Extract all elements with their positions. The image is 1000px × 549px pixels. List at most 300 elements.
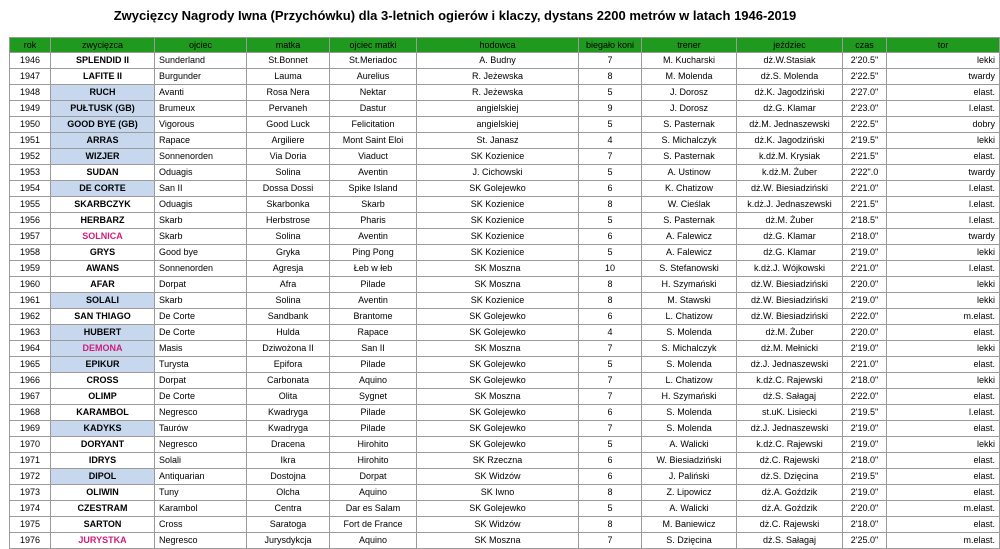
cell-trener[interactable]: J. Dorosz	[642, 85, 737, 101]
cell-zwyciezca[interactable]: DEMONA	[51, 341, 155, 357]
cell-tor[interactable]: elast.	[887, 421, 1000, 437]
cell-zwyciezca[interactable]: JURYSTKA	[51, 533, 155, 549]
cell-trener[interactable]: H. Szymański	[642, 277, 737, 293]
cell-biegalo-koni[interactable]: 5	[579, 437, 642, 453]
cell-czas[interactable]: 2'21.0"	[843, 357, 887, 373]
cell-zwyciezca[interactable]: DE CORTE	[51, 181, 155, 197]
cell-zwyciezca[interactable]: SARTON	[51, 517, 155, 533]
cell-czas[interactable]: 2'18.0"	[843, 453, 887, 469]
cell-trener[interactable]: A. Falewicz	[642, 229, 737, 245]
cell-tor[interactable]: m.elast.	[887, 501, 1000, 517]
cell-hodowca[interactable]: SK Moszna	[417, 277, 579, 293]
header-biegalo-koni[interactable]: biegało koni	[579, 38, 642, 53]
cell-rok[interactable]: 1958	[10, 245, 51, 261]
cell-ojciec-matki[interactable]: Dastur	[330, 101, 417, 117]
cell-trener[interactable]: L. Chatizow	[642, 373, 737, 389]
cell-ojciec[interactable]: Negresco	[155, 533, 247, 549]
cell-jezdziec[interactable]: dż.C. Rajewski	[737, 517, 843, 533]
cell-matka[interactable]: Kwadryga	[247, 405, 330, 421]
cell-rok[interactable]: 1960	[10, 277, 51, 293]
cell-rok[interactable]: 1957	[10, 229, 51, 245]
cell-biegalo-koni[interactable]: 5	[579, 117, 642, 133]
cell-jezdziec[interactable]: k.dż.M. Krysiak	[737, 149, 843, 165]
cell-czas[interactable]: 2'22.0"	[843, 389, 887, 405]
cell-biegalo-koni[interactable]: 8	[579, 69, 642, 85]
cell-ojciec[interactable]: Sunderland	[155, 53, 247, 69]
cell-hodowca[interactable]: SK Moszna	[417, 261, 579, 277]
cell-trener[interactable]: A. Falewicz	[642, 245, 737, 261]
cell-czas[interactable]: 2'19.5"	[843, 469, 887, 485]
cell-ojciec-matki[interactable]: Mont Saint Eloi	[330, 133, 417, 149]
cell-ojciec[interactable]: Oduagis	[155, 197, 247, 213]
cell-hodowca[interactable]: SK Widzów	[417, 469, 579, 485]
cell-jezdziec[interactable]: dż.G. Klamar	[737, 101, 843, 117]
cell-zwyciezca[interactable]: SKARBCZYK	[51, 197, 155, 213]
cell-ojciec-matki[interactable]: Dorpat	[330, 469, 417, 485]
cell-ojciec[interactable]: Negresco	[155, 405, 247, 421]
cell-ojciec[interactable]: Tuny	[155, 485, 247, 501]
cell-zwyciezca[interactable]: PUŁTUSK (GB)	[51, 101, 155, 117]
cell-czas[interactable]: 2'27.0"	[843, 85, 887, 101]
cell-czas[interactable]: 2'23.0"	[843, 101, 887, 117]
cell-rok[interactable]: 1972	[10, 469, 51, 485]
cell-ojciec[interactable]: Skarb	[155, 293, 247, 309]
cell-biegalo-koni[interactable]: 7	[579, 389, 642, 405]
cell-biegalo-koni[interactable]: 6	[579, 405, 642, 421]
cell-jezdziec[interactable]: dż.W. Biesiadziński	[737, 181, 843, 197]
cell-ojciec-matki[interactable]: Sygnet	[330, 389, 417, 405]
cell-hodowca[interactable]: SK Kozienice	[417, 229, 579, 245]
cell-tor[interactable]: lekki	[887, 53, 1000, 69]
cell-biegalo-koni[interactable]: 4	[579, 133, 642, 149]
cell-czas[interactable]: 2'20.0"	[843, 325, 887, 341]
cell-ojciec-matki[interactable]: Dar es Salam	[330, 501, 417, 517]
cell-jezdziec[interactable]: dż.K. Jagodziński	[737, 85, 843, 101]
cell-matka[interactable]: Dostojna	[247, 469, 330, 485]
cell-ojciec-matki[interactable]: Spike Island	[330, 181, 417, 197]
cell-jezdziec[interactable]: dż.A. Goździk	[737, 501, 843, 517]
cell-tor[interactable]: elast.	[887, 389, 1000, 405]
cell-ojciec-matki[interactable]: Aurelius	[330, 69, 417, 85]
cell-rok[interactable]: 1947	[10, 69, 51, 85]
header-ojciec[interactable]: ojciec	[155, 38, 247, 53]
cell-tor[interactable]: lekki	[887, 437, 1000, 453]
cell-biegalo-koni[interactable]: 5	[579, 357, 642, 373]
cell-hodowca[interactable]: SK Kozienice	[417, 293, 579, 309]
cell-trener[interactable]: S. Pasternak	[642, 117, 737, 133]
cell-czas[interactable]: 2'22".0	[843, 165, 887, 181]
cell-zwyciezca[interactable]: SOLALI	[51, 293, 155, 309]
cell-rok[interactable]: 1953	[10, 165, 51, 181]
cell-trener[interactable]: S. Molenda	[642, 421, 737, 437]
cell-czas[interactable]: 2'21.0"	[843, 261, 887, 277]
header-matka[interactable]: matka	[247, 38, 330, 53]
cell-tor[interactable]: dobry	[887, 117, 1000, 133]
cell-trener[interactable]: S. Molenda	[642, 357, 737, 373]
cell-czas[interactable]: 2'19.5"	[843, 133, 887, 149]
cell-ojciec-matki[interactable]: Łeb w łeb	[330, 261, 417, 277]
cell-jezdziec[interactable]: dż.S. Dzięcina	[737, 469, 843, 485]
cell-biegalo-koni[interactable]: 6	[579, 309, 642, 325]
cell-rok[interactable]: 1946	[10, 53, 51, 69]
cell-matka[interactable]: Argiliere	[247, 133, 330, 149]
cell-rok[interactable]: 1964	[10, 341, 51, 357]
cell-biegalo-koni[interactable]: 7	[579, 373, 642, 389]
cell-rok[interactable]: 1971	[10, 453, 51, 469]
cell-biegalo-koni[interactable]: 8	[579, 277, 642, 293]
cell-jezdziec[interactable]: dż.M. Mełnicki	[737, 341, 843, 357]
cell-zwyciezca[interactable]: GOOD BYE (GB)	[51, 117, 155, 133]
cell-czas[interactable]: 2'19.0"	[843, 485, 887, 501]
cell-rok[interactable]: 1976	[10, 533, 51, 549]
cell-matka[interactable]: Jurysdykcja	[247, 533, 330, 549]
cell-biegalo-koni[interactable]: 5	[579, 501, 642, 517]
cell-czas[interactable]: 2'18.5"	[843, 213, 887, 229]
cell-jezdziec[interactable]: dż.A. Goździk	[737, 485, 843, 501]
cell-tor[interactable]: twardy	[887, 165, 1000, 181]
cell-ojciec[interactable]: Dorpat	[155, 277, 247, 293]
cell-ojciec-matki[interactable]: Pilade	[330, 357, 417, 373]
cell-jezdziec[interactable]: dż.M. Jednaszewski	[737, 117, 843, 133]
cell-ojciec-matki[interactable]: Aventin	[330, 229, 417, 245]
cell-trener[interactable]: S. Michalczyk	[642, 341, 737, 357]
cell-trener[interactable]: A. Walicki	[642, 501, 737, 517]
cell-tor[interactable]: elast.	[887, 357, 1000, 373]
cell-ojciec[interactable]: Brumeux	[155, 101, 247, 117]
cell-tor[interactable]: m.elast.	[887, 309, 1000, 325]
cell-biegalo-koni[interactable]: 8	[579, 293, 642, 309]
header-zwyciezca[interactable]: zwycięzca	[51, 38, 155, 53]
cell-jezdziec[interactable]: k.dż.C. Rajewski	[737, 373, 843, 389]
cell-ojciec-matki[interactable]: Skarb	[330, 197, 417, 213]
cell-ojciec-matki[interactable]: Hirohito	[330, 437, 417, 453]
cell-rok[interactable]: 1963	[10, 325, 51, 341]
cell-matka[interactable]: Kwadryga	[247, 421, 330, 437]
cell-ojciec-matki[interactable]: Rapace	[330, 325, 417, 341]
cell-hodowca[interactable]: SK Kozienice	[417, 245, 579, 261]
cell-czas[interactable]: 2'25.0"	[843, 533, 887, 549]
cell-ojciec-matki[interactable]: Pilade	[330, 421, 417, 437]
cell-biegalo-koni[interactable]: 7	[579, 149, 642, 165]
cell-ojciec[interactable]: Skarb	[155, 229, 247, 245]
cell-czas[interactable]: 2'20.5"	[843, 53, 887, 69]
cell-ojciec[interactable]: Rapace	[155, 133, 247, 149]
cell-rok[interactable]: 1974	[10, 501, 51, 517]
cell-biegalo-koni[interactable]: 8	[579, 485, 642, 501]
cell-zwyciezca[interactable]: DORYANT	[51, 437, 155, 453]
cell-ojciec[interactable]: Turysta	[155, 357, 247, 373]
cell-rok[interactable]: 1968	[10, 405, 51, 421]
cell-trener[interactable]: J. Paliński	[642, 469, 737, 485]
cell-rok[interactable]: 1950	[10, 117, 51, 133]
cell-hodowca[interactable]: SK Rzeczna	[417, 453, 579, 469]
cell-ojciec[interactable]: Dorpat	[155, 373, 247, 389]
cell-zwyciezca[interactable]: WIZJER	[51, 149, 155, 165]
cell-matka[interactable]: Agresja	[247, 261, 330, 277]
cell-rok[interactable]: 1952	[10, 149, 51, 165]
cell-biegalo-koni[interactable]: 5	[579, 245, 642, 261]
cell-matka[interactable]: Saratoga	[247, 517, 330, 533]
cell-biegalo-koni[interactable]: 7	[579, 341, 642, 357]
cell-trener[interactable]: W. Biesiadziński	[642, 453, 737, 469]
cell-matka[interactable]: Herbstrose	[247, 213, 330, 229]
cell-zwyciezca[interactable]: KADYKS	[51, 421, 155, 437]
cell-rok[interactable]: 1966	[10, 373, 51, 389]
cell-czas[interactable]: 2'22.0"	[843, 309, 887, 325]
cell-rok[interactable]: 1961	[10, 293, 51, 309]
cell-ojciec[interactable]: Solali	[155, 453, 247, 469]
cell-tor[interactable]: m.elast.	[887, 533, 1000, 549]
cell-matka[interactable]: Rosa Nera	[247, 85, 330, 101]
cell-tor[interactable]: elast.	[887, 469, 1000, 485]
cell-ojciec-matki[interactable]: Pilade	[330, 405, 417, 421]
cell-trener[interactable]: S. Molenda	[642, 325, 737, 341]
cell-ojciec-matki[interactable]: Aquino	[330, 373, 417, 389]
cell-ojciec-matki[interactable]: Aquino	[330, 533, 417, 549]
cell-trener[interactable]: L. Chatizow	[642, 309, 737, 325]
header-trener[interactable]: trener	[642, 38, 737, 53]
cell-rok[interactable]: 1969	[10, 421, 51, 437]
cell-ojciec-matki[interactable]: Aquino	[330, 485, 417, 501]
cell-hodowca[interactable]: SK Golejewko	[417, 357, 579, 373]
cell-biegalo-koni[interactable]: 8	[579, 197, 642, 213]
cell-tor[interactable]: l.elast.	[887, 101, 1000, 117]
cell-jezdziec[interactable]: dż.M. Żuber	[737, 325, 843, 341]
cell-zwyciezca[interactable]: DIPOL	[51, 469, 155, 485]
cell-zwyciezca[interactable]: SOLNICA	[51, 229, 155, 245]
cell-ojciec[interactable]: Negresco	[155, 437, 247, 453]
cell-czas[interactable]: 2'21.5"	[843, 149, 887, 165]
cell-zwyciezca[interactable]: EPIKUR	[51, 357, 155, 373]
cell-tor[interactable]: lekki	[887, 293, 1000, 309]
cell-trener[interactable]: M. Molenda	[642, 69, 737, 85]
cell-hodowca[interactable]: SK Golejewko	[417, 421, 579, 437]
cell-tor[interactable]: l.elast.	[887, 181, 1000, 197]
cell-zwyciezca[interactable]: HERBARZ	[51, 213, 155, 229]
cell-jezdziec[interactable]: dż.W. Biesiadziński	[737, 277, 843, 293]
cell-matka[interactable]: Skarbonka	[247, 197, 330, 213]
cell-trener[interactable]: A. Ustinow	[642, 165, 737, 181]
cell-matka[interactable]: St.Bonnet	[247, 53, 330, 69]
cell-jezdziec[interactable]: dż.W.Stasiak	[737, 53, 843, 69]
cell-tor[interactable]: l.elast.	[887, 197, 1000, 213]
cell-hodowca[interactable]: SK Widzów	[417, 517, 579, 533]
cell-ojciec[interactable]: De Corte	[155, 325, 247, 341]
cell-ojciec[interactable]: Antiquarian	[155, 469, 247, 485]
cell-czas[interactable]: 2'18.0"	[843, 229, 887, 245]
cell-jezdziec[interactable]: dż.G. Klamar	[737, 229, 843, 245]
cell-jezdziec[interactable]: k.dż.J. Jednaszewski	[737, 197, 843, 213]
cell-jezdziec[interactable]: dż.W. Biesiadziński	[737, 309, 843, 325]
cell-jezdziec[interactable]: dż.S. Sałagaj	[737, 389, 843, 405]
cell-ojciec[interactable]: Avanti	[155, 85, 247, 101]
cell-rok[interactable]: 1955	[10, 197, 51, 213]
cell-tor[interactable]: elast.	[887, 325, 1000, 341]
cell-hodowca[interactable]: SK Golejewko	[417, 437, 579, 453]
cell-biegalo-koni[interactable]: 5	[579, 85, 642, 101]
cell-matka[interactable]: Via Doria	[247, 149, 330, 165]
cell-jezdziec[interactable]: dż.W. Biesiadziński	[737, 293, 843, 309]
cell-czas[interactable]: 2'20.0"	[843, 277, 887, 293]
cell-hodowca[interactable]: SK Golejewko	[417, 325, 579, 341]
cell-jezdziec[interactable]: k.dż.J. Wójkowski	[737, 261, 843, 277]
cell-czas[interactable]: 2'21.0"	[843, 181, 887, 197]
cell-matka[interactable]: Hulda	[247, 325, 330, 341]
cell-ojciec[interactable]: Masis	[155, 341, 247, 357]
cell-tor[interactable]: lekki	[887, 133, 1000, 149]
cell-ojciec[interactable]: De Corte	[155, 389, 247, 405]
header-hodowca[interactable]: hodowca	[417, 38, 579, 53]
cell-hodowca[interactable]: SK Moszna	[417, 389, 579, 405]
cell-tor[interactable]: l.elast.	[887, 405, 1000, 421]
cell-ojciec-matki[interactable]: Hirohito	[330, 453, 417, 469]
cell-ojciec[interactable]: Sonnenorden	[155, 261, 247, 277]
cell-zwyciezca[interactable]: RUCH	[51, 85, 155, 101]
cell-trener[interactable]: H. Szymański	[642, 389, 737, 405]
cell-trener[interactable]: S. Stefanowski	[642, 261, 737, 277]
cell-hodowca[interactable]: SK Kozienice	[417, 197, 579, 213]
cell-biegalo-koni[interactable]: 6	[579, 453, 642, 469]
cell-matka[interactable]: Lauma	[247, 69, 330, 85]
cell-jezdziec[interactable]: k.dż.M. Żuber	[737, 165, 843, 181]
cell-czas[interactable]: 2'19.0"	[843, 421, 887, 437]
cell-jezdziec[interactable]: dż.S. Sałagaj	[737, 533, 843, 549]
cell-trener[interactable]: Z. Lipowicz	[642, 485, 737, 501]
cell-czas[interactable]: 2'22.5"	[843, 117, 887, 133]
cell-trener[interactable]: M. Baniewicz	[642, 517, 737, 533]
cell-tor[interactable]: elast.	[887, 453, 1000, 469]
cell-ojciec[interactable]: Burgunder	[155, 69, 247, 85]
cell-ojciec-matki[interactable]: Fort de France	[330, 517, 417, 533]
cell-ojciec-matki[interactable]: Aventin	[330, 293, 417, 309]
cell-matka[interactable]: Olcha	[247, 485, 330, 501]
cell-rok[interactable]: 1954	[10, 181, 51, 197]
cell-biegalo-koni[interactable]: 6	[579, 469, 642, 485]
cell-ojciec-matki[interactable]: Viaduct	[330, 149, 417, 165]
cell-hodowca[interactable]: SK Golejewko	[417, 501, 579, 517]
cell-hodowca[interactable]: SK Moszna	[417, 533, 579, 549]
cell-matka[interactable]: Centra	[247, 501, 330, 517]
cell-hodowca[interactable]: A. Budny	[417, 53, 579, 69]
cell-matka[interactable]: Solina	[247, 165, 330, 181]
cell-biegalo-koni[interactable]: 4	[579, 325, 642, 341]
cell-rok[interactable]: 1970	[10, 437, 51, 453]
cell-jezdziec[interactable]: k.dż.C. Rajewski	[737, 437, 843, 453]
cell-matka[interactable]: Afra	[247, 277, 330, 293]
cell-zwyciezca[interactable]: KARAMBOL	[51, 405, 155, 421]
cell-jezdziec[interactable]: dż.M. Żuber	[737, 213, 843, 229]
cell-matka[interactable]: Pervaneh	[247, 101, 330, 117]
cell-zwyciezca[interactable]: IDRYS	[51, 453, 155, 469]
cell-matka[interactable]: Solina	[247, 229, 330, 245]
cell-ojciec[interactable]: Cross	[155, 517, 247, 533]
cell-ojciec[interactable]: Karambol	[155, 501, 247, 517]
cell-zwyciezca[interactable]: OLIMP	[51, 389, 155, 405]
cell-trener[interactable]: M. Stawski	[642, 293, 737, 309]
cell-zwyciezca[interactable]: SUDAN	[51, 165, 155, 181]
cell-biegalo-koni[interactable]: 8	[579, 517, 642, 533]
cell-ojciec-matki[interactable]: Felicitation	[330, 117, 417, 133]
cell-biegalo-koni[interactable]: 7	[579, 421, 642, 437]
cell-rok[interactable]: 1948	[10, 85, 51, 101]
header-ojciec-matki[interactable]: ojciec matki	[330, 38, 417, 53]
cell-trener[interactable]: W. Cieślak	[642, 197, 737, 213]
cell-ojciec[interactable]: Good bye	[155, 245, 247, 261]
cell-ojciec-matki[interactable]: Pilade	[330, 277, 417, 293]
cell-jezdziec[interactable]: dż.J. Jednaszewski	[737, 357, 843, 373]
cell-zwyciezca[interactable]: OLIWIN	[51, 485, 155, 501]
cell-rok[interactable]: 1949	[10, 101, 51, 117]
cell-ojciec-matki[interactable]: Pharis	[330, 213, 417, 229]
cell-ojciec-matki[interactable]: Aventin	[330, 165, 417, 181]
cell-biegalo-koni[interactable]: 10	[579, 261, 642, 277]
cell-rok[interactable]: 1962	[10, 309, 51, 325]
cell-rok[interactable]: 1959	[10, 261, 51, 277]
cell-tor[interactable]: twardy	[887, 229, 1000, 245]
cell-zwyciezca[interactable]: CROSS	[51, 373, 155, 389]
cell-hodowca[interactable]: SK Moszna	[417, 341, 579, 357]
cell-czas[interactable]: 2'21.5"	[843, 197, 887, 213]
cell-tor[interactable]: lekki	[887, 245, 1000, 261]
header-jezdziec[interactable]: jeździec	[737, 38, 843, 53]
cell-ojciec[interactable]: Vigorous	[155, 117, 247, 133]
cell-zwyciezca[interactable]: CZESTRAM	[51, 501, 155, 517]
cell-ojciec-matki[interactable]: Nektar	[330, 85, 417, 101]
cell-biegalo-koni[interactable]: 6	[579, 181, 642, 197]
cell-matka[interactable]: Solina	[247, 293, 330, 309]
cell-ojciec-matki[interactable]: Ping Pong	[330, 245, 417, 261]
header-rok[interactable]: rok	[10, 38, 51, 53]
cell-czas[interactable]: 2'19.0"	[843, 341, 887, 357]
cell-ojciec[interactable]: Skarb	[155, 213, 247, 229]
cell-rok[interactable]: 1965	[10, 357, 51, 373]
cell-hodowca[interactable]: angielskiej	[417, 117, 579, 133]
cell-czas[interactable]: 2'19.5"	[843, 405, 887, 421]
cell-zwyciezca[interactable]: LAFITE II	[51, 69, 155, 85]
cell-biegalo-koni[interactable]: 7	[579, 533, 642, 549]
cell-zwyciezca[interactable]: AWANS	[51, 261, 155, 277]
cell-jezdziec[interactable]: dż.S. Molenda	[737, 69, 843, 85]
cell-tor[interactable]: l.elast.	[887, 261, 1000, 277]
cell-matka[interactable]: Dossa Dossi	[247, 181, 330, 197]
cell-ojciec-matki[interactable]: San II	[330, 341, 417, 357]
cell-ojciec[interactable]: De Corte	[155, 309, 247, 325]
cell-hodowca[interactable]: SK Golejewko	[417, 373, 579, 389]
cell-trener[interactable]: K. Chatizow	[642, 181, 737, 197]
cell-tor[interactable]: elast.	[887, 485, 1000, 501]
cell-rok[interactable]: 1951	[10, 133, 51, 149]
header-tor[interactable]: tor	[887, 38, 1000, 53]
cell-jezdziec[interactable]: dż.J. Jednaszewski	[737, 421, 843, 437]
cell-ojciec-matki[interactable]: Brantome	[330, 309, 417, 325]
cell-jezdziec[interactable]: dż.C. Rajewski	[737, 453, 843, 469]
cell-trener[interactable]: M. Kucharski	[642, 53, 737, 69]
cell-matka[interactable]: Epifora	[247, 357, 330, 373]
cell-tor[interactable]: elast.	[887, 517, 1000, 533]
cell-trener[interactable]: S. Molenda	[642, 405, 737, 421]
cell-trener[interactable]: S. Pasternak	[642, 213, 737, 229]
cell-jezdziec[interactable]: st.uK. Lisiecki	[737, 405, 843, 421]
cell-matka[interactable]: Good Luck	[247, 117, 330, 133]
cell-hodowca[interactable]: R. Jeżewska	[417, 69, 579, 85]
cell-biegalo-koni[interactable]: 5	[579, 213, 642, 229]
cell-trener[interactable]: A. Walicki	[642, 437, 737, 453]
cell-tor[interactable]: l.elast.	[887, 213, 1000, 229]
cell-ojciec[interactable]: San II	[155, 181, 247, 197]
cell-hodowca[interactable]: SK Kozienice	[417, 149, 579, 165]
cell-matka[interactable]: Carbonata	[247, 373, 330, 389]
cell-ojciec-matki[interactable]: St.Meriadoc	[330, 53, 417, 69]
